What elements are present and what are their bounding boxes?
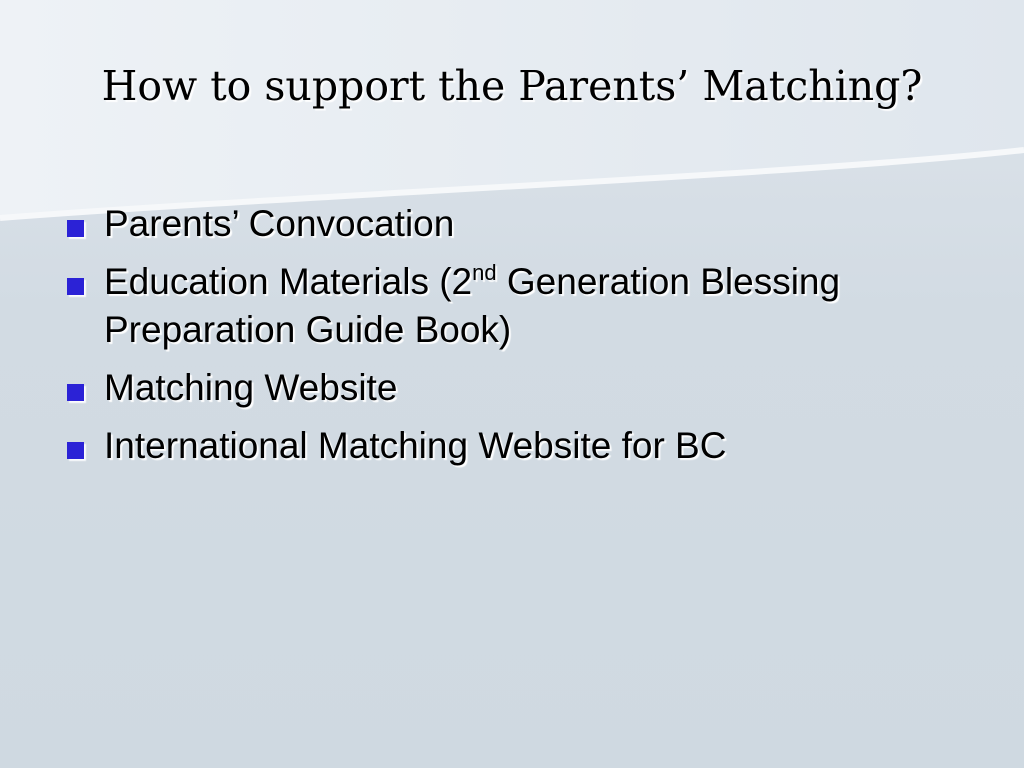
bullet-list — [64, 200, 964, 480]
bullet-item-education-materials — [64, 258, 964, 354]
bullet-text: International Matching Website for BC — [104, 425, 727, 466]
bullet-text: Parents’ Convocation — [104, 203, 455, 244]
bullet-text-after: Generation Blessing Preparation Guide Book) — [104, 261, 841, 350]
bullet-text: Matching Website — [104, 367, 398, 408]
bullet-text-before: Education Materials (2 — [104, 261, 473, 302]
slide-title: How to support the Parents’ Matching? — [101, 62, 923, 110]
bullet-item-parents-convocation — [64, 200, 964, 248]
square-bullet-icon — [67, 442, 84, 459]
bullet-text-superscript: nd — [472, 260, 497, 285]
square-bullet-icon — [67, 220, 84, 237]
bullet-item-matching-website — [64, 364, 964, 412]
bullet-item-international-matching-website — [64, 422, 964, 470]
square-bullet-icon — [67, 384, 84, 401]
square-bullet-icon — [67, 278, 84, 295]
